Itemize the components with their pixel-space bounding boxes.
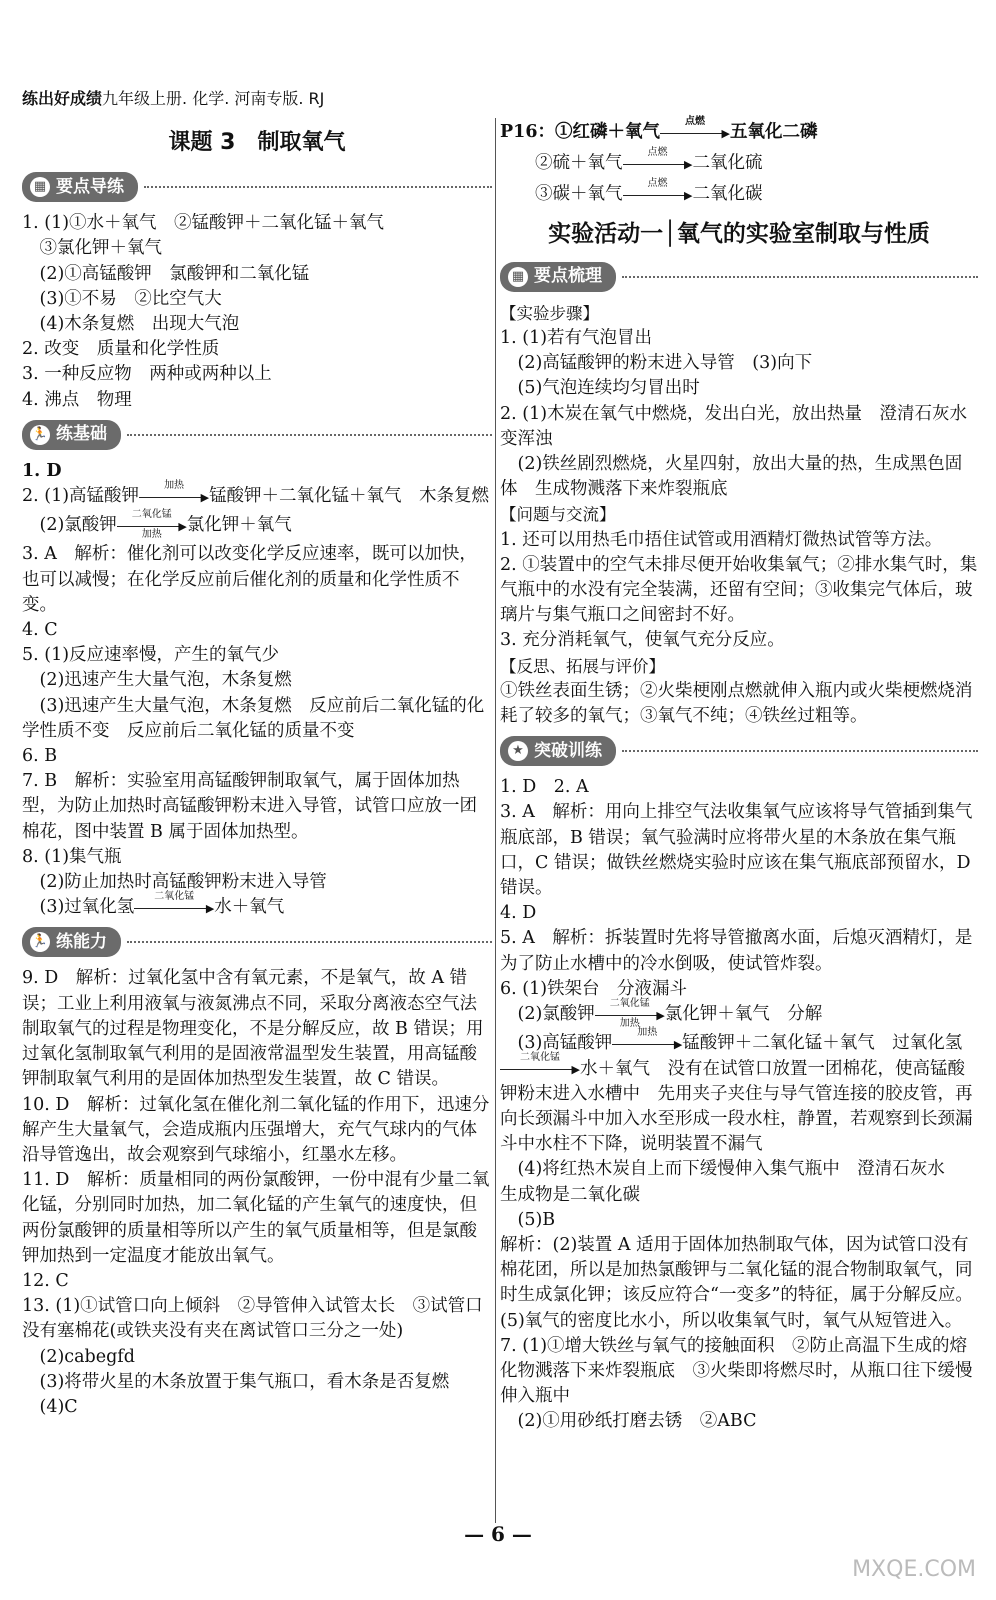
answer-line: (4)将红热木炭自上而下缓慢伸入集气瓶中 澄清石灰水 生成物是二氧化碳 <box>500 1159 963 1205</box>
grid-icon: ▦ <box>508 267 528 287</box>
answer-line: (5)B <box>500 1209 556 1230</box>
reaction-arrow: 二氧化锰 ▶ 加热 <box>117 515 187 537</box>
section-banner-basic: 🏃 练基础 <box>22 419 492 451</box>
answer-line: 7. (1)①增大铁丝与氧气的接触面积 ②防止高温下生成的熔化物溅落下来炸裂瓶底 ③火柴即将燃尽时，从瓶口往下缓慢伸入瓶中 <box>500 1335 973 1407</box>
grid-icon: ▦ <box>30 177 50 197</box>
basic-answers <box>22 542 492 895</box>
equation-line: (3)过氧化氢 二氧化锰 ▶ 水＋氧气 <box>22 890 285 918</box>
answer-line: (5)气泡连续均匀冒出时 <box>500 378 700 399</box>
answer-line: 2. ①装置中的空气未排尽便开始收集氧气；②排水集气时，集气瓶中的水没有完全装满，还留有空间；③收集完气体后，玻璃片与集气瓶口之间密封不好。 <box>500 554 978 626</box>
training-answers-2 <box>500 1157 978 1434</box>
answer-line: 6. B <box>22 746 58 767</box>
reaction-arrow: 二氧化锰 ▶ 加热 <box>595 1004 665 1026</box>
medal-icon: ★ <box>508 741 528 761</box>
answer-line: 4. C <box>22 620 58 641</box>
reaction-arrow: 二氧化锰 ▶ <box>500 1058 580 1080</box>
section-banner-summary: ▦ 要点梳理 <box>500 261 978 293</box>
answer-line: 3. A 解析：用向上排空气法收集氧气应该将导气管插到集气瓶底部，B 错误；氧气验满时应将带火星的木条放在集气瓶口，C 错误；做铁丝燃烧实验时应该在集气瓶底部预留水，D 错误。 <box>500 802 977 899</box>
equation-line: 二氧化锰 ▶ 水＋氧气 没有在试管口放置一团棉花，使高锰酸钾粉末进入水槽中 先用夹子夹住与导气管连接的胶皮管，再向长颈漏斗中加入水至形成一段水柱，静置，若观察到长颈漏斗中水柱不下降，说明装置不漏气 <box>500 1052 973 1155</box>
answer-line: (3)将带火星的木条放置于集气瓶口，看木条是否复燃 <box>22 1371 450 1392</box>
answer-line: 3. 充分消耗氧气，使氧气充分反应。 <box>500 630 785 651</box>
runner-icon: 🏃 <box>30 425 50 445</box>
section-banner-key-points: ▦ 要点导练 <box>22 171 492 203</box>
training-answers <box>500 775 978 1002</box>
equation-line: (2)氯酸钾 二氧化锰 ▶ 加热 氯化钾＋氧气 分解 <box>500 997 823 1029</box>
answer-line: 5. A 解析：拆装置时先将导管撤离水面，后熄灭酒精灯，是为了防止水槽中的冷水倒吸，使试管炸裂。 <box>500 928 973 974</box>
reaction-arrow: 加热 ▶ <box>612 1033 682 1055</box>
reaction-arrow: 二氧化锰 ▶ <box>134 897 214 919</box>
header-subtitle: 九年级上册. 化学. 河南专版. RJ <box>102 89 325 108</box>
equation-line: 2. (1)高锰酸钾 加热 ▶ 锰酸钾＋二氧化锰＋氧气 木条复燃 <box>22 479 490 507</box>
steps-list <box>500 326 978 502</box>
answer-line: 2. 改变 质量和化学性质 <box>22 339 220 360</box>
section-banner-ability: 🏃 练能力 <box>22 926 492 958</box>
equation-line: ③碳＋氧气 点燃 ▶ 二氧化碳 <box>500 177 763 205</box>
answer-line: 1. D 2. A <box>500 777 589 798</box>
subsection-heading: 【问题与交流】 <box>500 505 616 525</box>
equation-line: (3)高锰酸钾 加热 ▶ 锰酸钾＋二氧化锰＋氧气 过氧化氢 <box>500 1026 963 1054</box>
answer-line: 9. D 解析：过氧化氢中含有氧元素，不是氧气，故 A 错误；工业上利用液氧与液氮沸点不同，采取分离液态空气法制取氧气的过程是物理变化，不是分解反应，故 B 错误；用过氧化氢制取氧气利用的是固液常温型发生装置，用高锰酸钾制取氧气利用的是固体加热型发生装置，故 C 错误。 <box>22 968 484 1090</box>
answer-line: 4. D <box>500 903 537 924</box>
reaction-arrow: 点燃 ▶ <box>623 153 693 175</box>
answer-line: (4)木条复燃 出现大气泡 <box>22 314 240 335</box>
lesson-title: 课题 3 制取氧气 <box>168 130 346 155</box>
answer-line: 1. (1)①水＋氧气 ②锰酸钾＋二氧化锰＋氧气 <box>22 213 385 234</box>
answer-line: 11. D 解析：质量相同的两份氯酸钾，一份中混有少量二氧化锰，分别同时加热，加二氧化锰的产生氧气的速度快，但两份氯酸钾的质量相等所以产生的氧气质量相等，但是氯酸钾加热到一定温度才能放出氧气。 <box>22 1170 490 1266</box>
answer-line: (3)迅速产生大量气泡，木条复燃 反应前后二氧化锰的化学性质不变 反应前后二氧化锰的质量不变 <box>22 695 485 741</box>
answer-line: 1. (1)若有气泡冒出 <box>500 328 653 349</box>
reflection-text: ①铁丝表面生锈；②火柴梗刚点燃就伸入瓶内或火柴梗燃烧消耗了较多的氧气；③氧气不纯；④铁丝过粗等。 <box>500 680 973 727</box>
subsection-heading: 【反思、拓展与评价】 <box>500 656 665 676</box>
answer-line: 10. D 解析：过氧化氢在催化剂二氧化锰的作用下，迅速分解产生大量氧气，会造成瓶内压强增大，充气气球内的气体沿导管逸出，故会观察到气球缩小，红墨水左移。 <box>22 1094 490 1165</box>
running-header <box>22 86 324 109</box>
answer-line: 3. A 解析：催化剂可以改变化学反应速率，既可以加快，也可以减慢；在化学反应前后催化剂的质量和化学性质不变。 <box>22 544 477 615</box>
reaction-arrow: 加热 ▶ <box>139 486 209 508</box>
page-number: — 6 — <box>464 1522 532 1546</box>
answer-line: (4)C <box>22 1396 78 1417</box>
answer-line: 解析：(2)装置 A 适用于固体加热制取气体，因为试管口没有棉花团，所以是加热氯酸钾与二氧化锰的混合物制取氧气，同时生成氯化钾；该反应符合“一变多”的特征，属于分解反应。(5)氧气的密度比水小，所以收集氧气时，氧气从短管进入。 <box>500 1234 973 1331</box>
answer-line: (2)①用砂纸打磨去锈 ②ABC <box>500 1411 757 1432</box>
column-divider <box>495 118 496 1523</box>
answer-line: 3. 一种反应物 两种或两种以上 <box>22 364 272 385</box>
answer-line: 1. 还可以用热毛巾捂住试管或用酒精灯微热试管等方法。 <box>500 529 943 550</box>
answer-line: 7. B 解析：实验室用高锰酸钾制取氧气，属于固体加热型，为防止加热时高锰酸钾粉末进入导管，试管口应放一团棉花，图中装置 B 属于固体加热型。 <box>22 771 477 842</box>
header-brand: 练出好成绩 <box>22 89 103 108</box>
answer-line: (2)迅速产生大量气泡，木条复燃 <box>22 670 292 691</box>
subsection-heading: 【实验步骤】 <box>500 303 599 323</box>
answer-line: 4. 沸点 物理 <box>22 389 132 410</box>
answer-line: 6. (1)铁架台 分液漏斗 <box>500 978 688 999</box>
answer-line: (2)高锰酸钾的粉末进入导管 (3)向下 <box>500 353 813 374</box>
equation-line: ②硫＋氧气 点燃 ▶ 二氧化硫 <box>500 146 763 174</box>
answer-line: ③氯化钾＋氧气 <box>22 238 162 259</box>
equation-line: (2)氯酸钾 二氧化锰 ▶ 加热 氯化钾＋氧气 <box>22 508 292 540</box>
answer-line: 8. (1)集气瓶 <box>22 846 122 867</box>
answer-line: 1. D <box>22 460 62 481</box>
runner-icon: 🏃 <box>30 932 50 952</box>
reaction-arrow: 点燃 ▶ <box>660 122 730 144</box>
answer-line: 2. (1)木炭在氧气中燃烧，发出白光，放出热量 澄清石灰水变浑浊 <box>500 403 968 449</box>
right-column <box>500 115 978 1435</box>
watermark-logo: MXQE.COM <box>852 1557 976 1582</box>
equation-line: P16：①红磷＋氧气 点燃 ▶ 五氧化二磷 <box>500 115 818 142</box>
answer-line: 5. (1)反应速率慢，产生的氧气少 <box>22 645 280 666</box>
answer-line: 12. C <box>22 1270 69 1291</box>
answer-line: (3)①不易 ②比空气大 <box>22 288 222 309</box>
answer-line: (2)铁丝剧烈燃烧，火星四射，放出大量的热，生成黑色固体 生成物溅落下来炸裂瓶底 <box>500 454 963 500</box>
reaction-arrow: 点燃 ▶ <box>623 184 693 206</box>
answer-line: (2)①高锰酸钾 氯酸钾和二氧化锰 <box>22 263 310 284</box>
answer-line: (2)防止加热时高锰酸钾粉末进入导管 <box>22 872 327 893</box>
key-points-list <box>22 211 492 413</box>
left-column <box>22 120 492 1420</box>
section-banner-training: ★ 突破训练 <box>500 735 978 767</box>
activity-title: 实验活动一│氧气的实验室制取与性质 <box>548 220 930 247</box>
answer-line: (2)cabegfd <box>22 1346 135 1367</box>
ability-answers <box>22 966 492 1420</box>
qa-list <box>500 528 978 654</box>
answer-line: 13. (1)①试管口向上倾斜 ②导管伸入试管太长 ③试管口没有塞棉花(或铁夹没有夹在离试管口三分之一处) <box>22 1296 483 1342</box>
